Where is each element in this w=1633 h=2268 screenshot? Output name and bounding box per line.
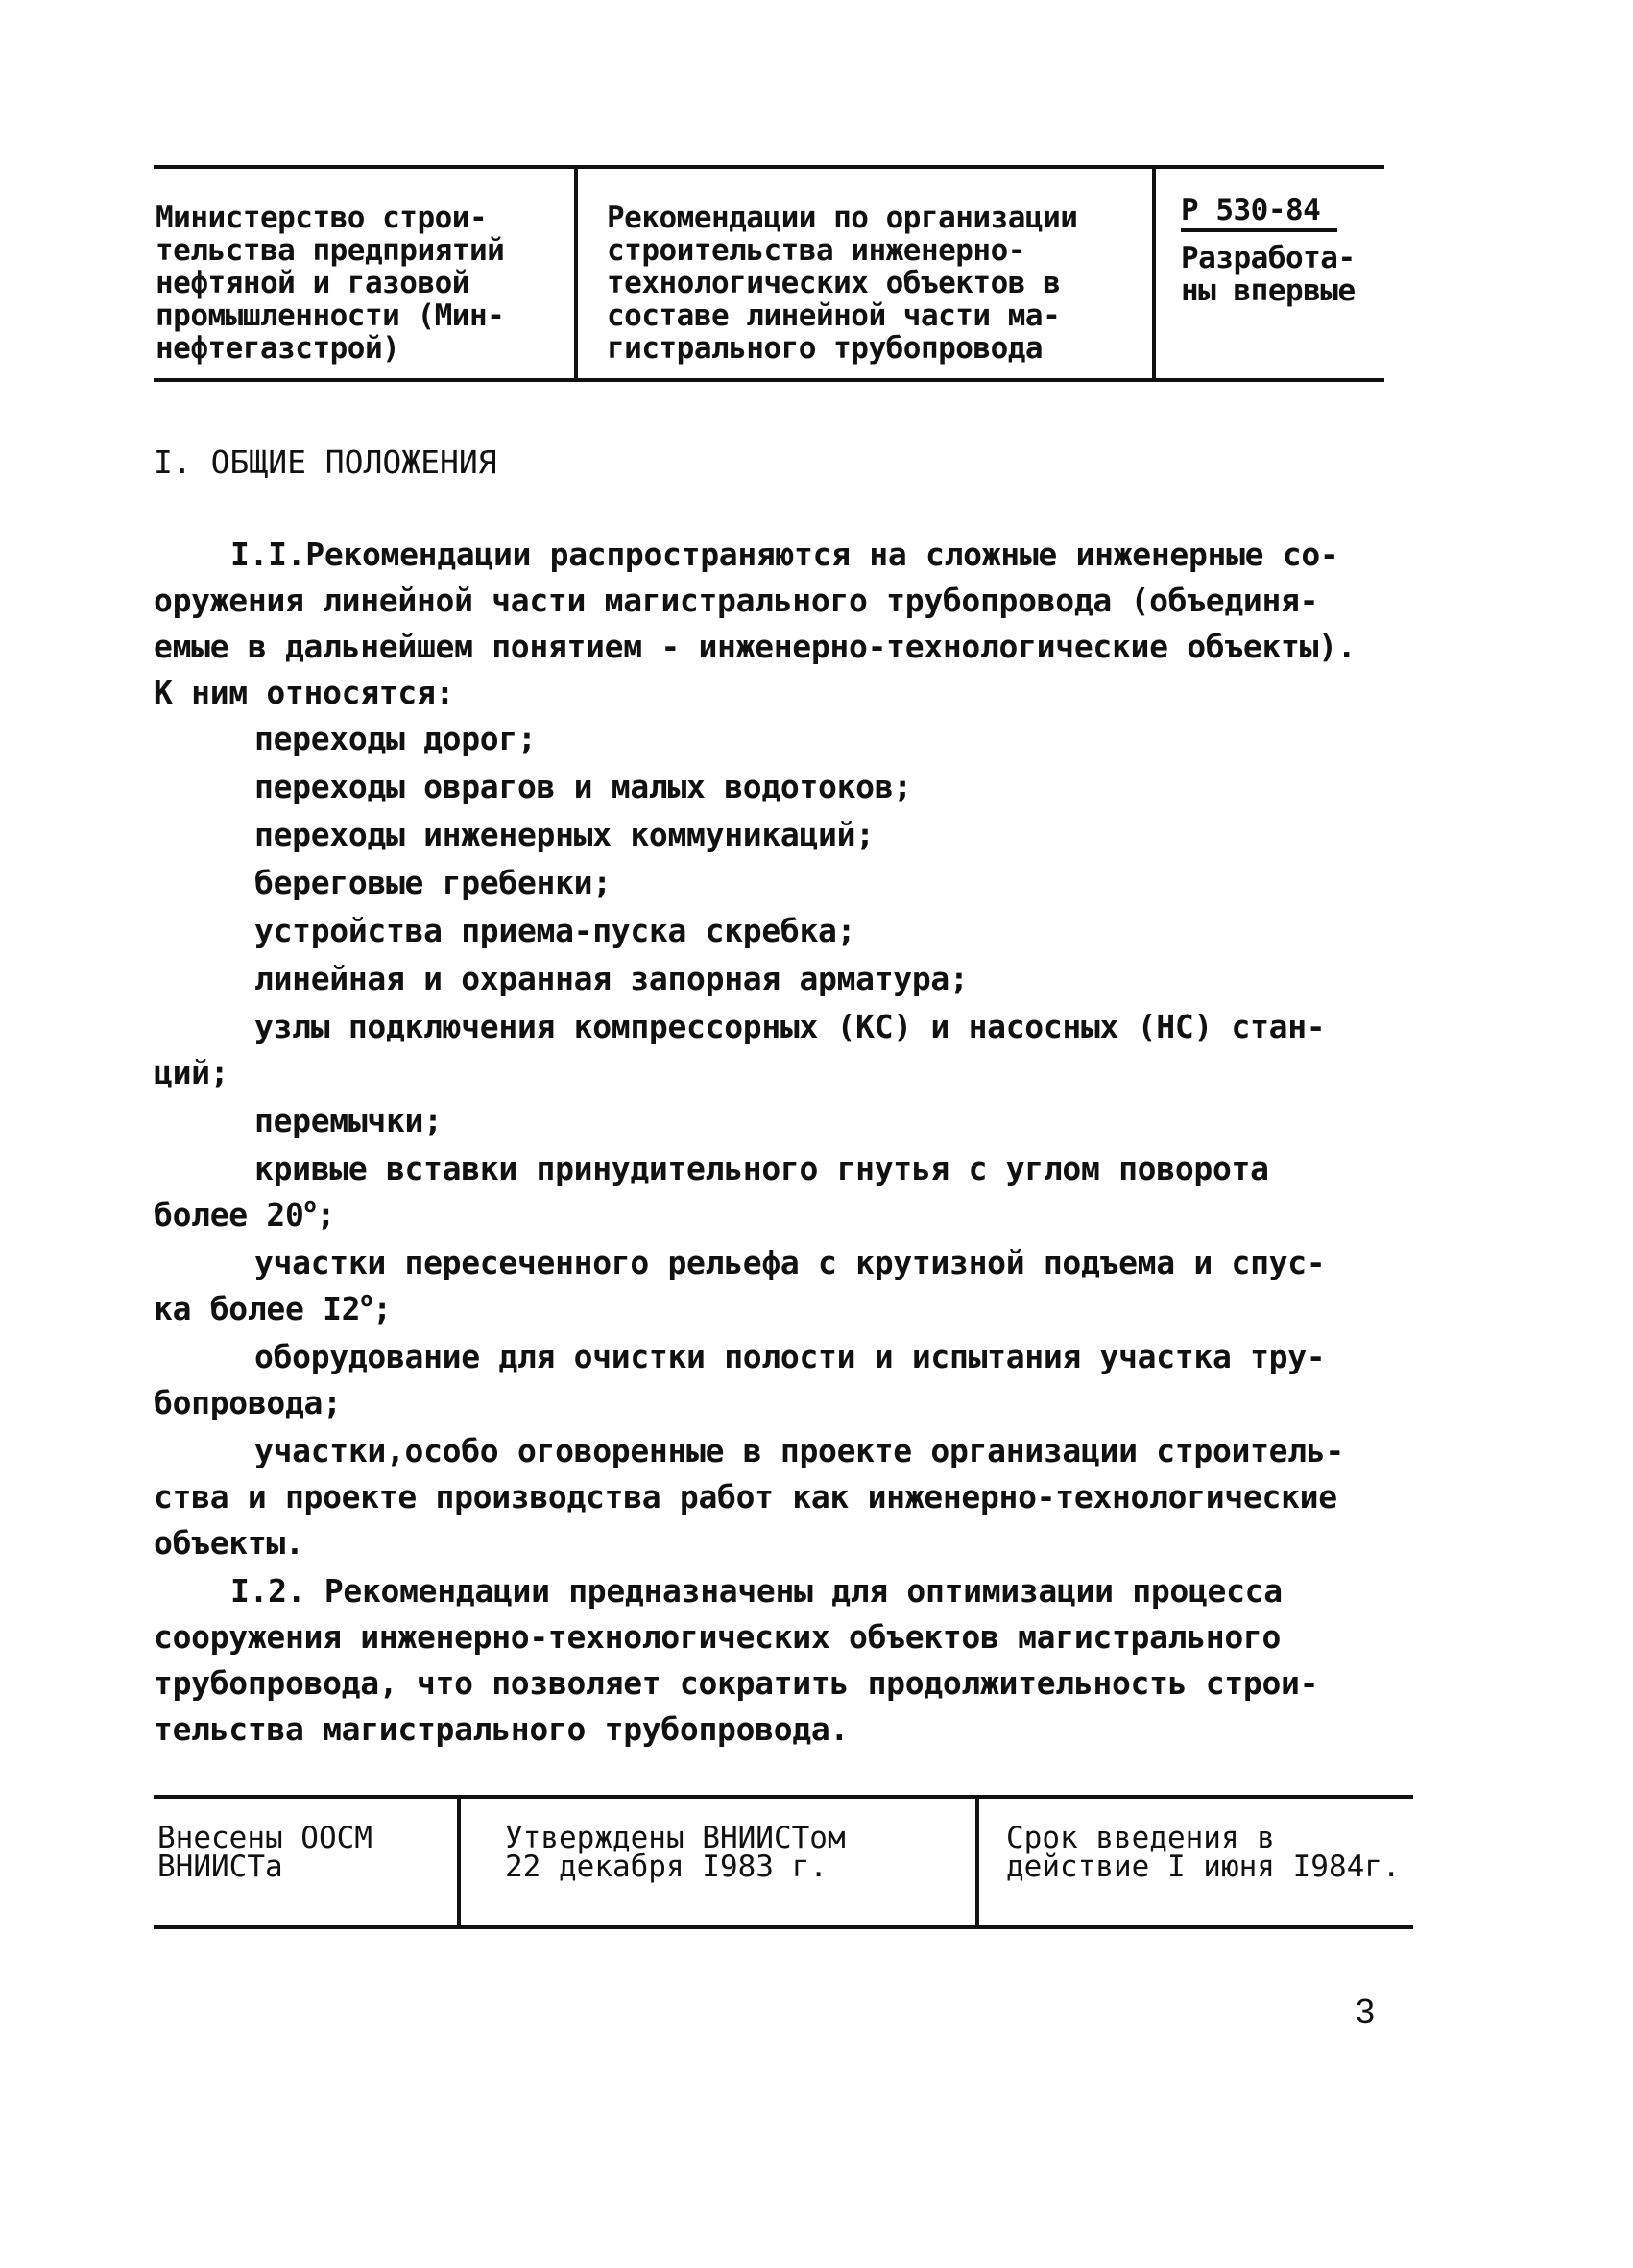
list-item-text: ка более I2 xyxy=(154,1290,361,1327)
list-item: линейная и охранная запорная арматура; xyxy=(254,960,969,997)
document-title-line: гистрального трубопровода xyxy=(607,331,1044,366)
paragraph-line: I.I.Рекомендации распространяются на сложные инженерные со- xyxy=(230,536,1339,573)
effective-date-cell xyxy=(975,1799,1413,1925)
list-item: переходы инженерных коммуникаций; xyxy=(254,816,875,853)
document-title-line: составе линейной части ма- xyxy=(607,298,1061,333)
document-status-line: ны впервые xyxy=(1181,274,1356,308)
document-title-line: Рекомендации по организации xyxy=(607,201,1078,235)
list-item: устройства приема-пуска скребка; xyxy=(254,912,856,949)
document-footer-table xyxy=(154,1795,1413,1929)
approved-by-cell xyxy=(457,1799,975,1925)
list-item: кривые вставки принудительного гнутья с углом поворота xyxy=(254,1150,1269,1187)
paragraph-line: сооружения инженерно-технологических объектов магистрального xyxy=(154,1618,1282,1656)
page-number: 3 xyxy=(1356,1992,1376,2031)
list-item-continuation: ства и проекте производства работ как инженерно-технологические xyxy=(154,1478,1337,1516)
ministry-line: промышленности (Мин- xyxy=(156,298,505,333)
ministry-cell xyxy=(154,169,574,378)
ministry-line: Министерство строи- xyxy=(156,201,488,235)
paragraph-line: К ним относятся: xyxy=(154,674,455,711)
list-item-punctuation: ; xyxy=(316,1196,336,1233)
list-item-continuation: объекты. xyxy=(154,1524,304,1562)
document-title-line: технологических объектов в xyxy=(607,266,1061,300)
document-title-line: строительства инженерно- xyxy=(607,233,1025,268)
approved-by-line: Утверждены ВНИИСТом xyxy=(505,1821,846,1855)
section-title: I. ОБЩИЕ ПОЛОЖЕНИЯ xyxy=(154,443,497,481)
paragraph-line: трубопровода, что позволяет сократить продолжительность строи- xyxy=(154,1664,1319,1702)
paragraph-line: емые в дальнейшем понятием - инженерно-технологические объекты). xyxy=(154,628,1357,665)
list-item-continuation xyxy=(154,1196,335,1234)
document-code: Р 530-84 xyxy=(1181,194,1337,232)
effective-date-line: действие I июня I984г. xyxy=(1006,1850,1401,1884)
list-item: участки пересеченного рельефа с крутизной подъема и спус- xyxy=(254,1244,1326,1281)
list-item: береговые гребенки; xyxy=(254,864,612,901)
list-item-continuation: бопровода; xyxy=(154,1384,342,1421)
ministry-line: нефтяной и газовой xyxy=(156,266,469,300)
ministry-line: нефтегазстрой) xyxy=(156,331,400,366)
list-item-text: более 20 xyxy=(154,1196,304,1233)
approved-by-line: 22 декабря I983 г. xyxy=(505,1850,828,1884)
submitted-by-cell xyxy=(154,1799,457,1925)
paragraph-line: тельства магистрального трубопровода. xyxy=(154,1710,850,1748)
paragraph-line: оружения линейной части магистрального трубопровода (объединя- xyxy=(154,582,1319,619)
submitted-by-line: Внесены ООСМ xyxy=(157,1821,372,1855)
list-item: узлы подключения компрессорных (КС) и насосных (НС) стан- xyxy=(254,1008,1326,1045)
paragraph-line: I.2. Рекомендации предназначены для оптимизации процесса xyxy=(230,1572,1283,1610)
document-header-table xyxy=(154,165,1384,382)
degree-sign: o xyxy=(303,1194,317,1218)
list-item: переходы дорог; xyxy=(254,720,537,757)
list-item: участки,особо оговоренные в проекте организации строитель- xyxy=(254,1432,1344,1469)
list-item-punctuation: ; xyxy=(372,1290,392,1327)
list-item: переходы оврагов и малых водотоков; xyxy=(254,768,912,805)
effective-date-line: Срок введения в xyxy=(1006,1821,1275,1855)
list-item-continuation: ций; xyxy=(154,1054,229,1091)
ministry-line: тельства предприятий xyxy=(156,233,505,268)
list-item: оборудование для очистки полости и испытания участка тру- xyxy=(254,1338,1326,1375)
document-code-cell xyxy=(1152,169,1384,378)
submitted-by-line: ВНИИСТа xyxy=(157,1850,283,1884)
degree-sign: o xyxy=(360,1288,373,1312)
document-title-cell xyxy=(574,169,1152,378)
list-item-continuation xyxy=(154,1290,392,1328)
list-item: перемычки; xyxy=(254,1102,443,1139)
document-status-line: Разработа- xyxy=(1181,241,1356,275)
